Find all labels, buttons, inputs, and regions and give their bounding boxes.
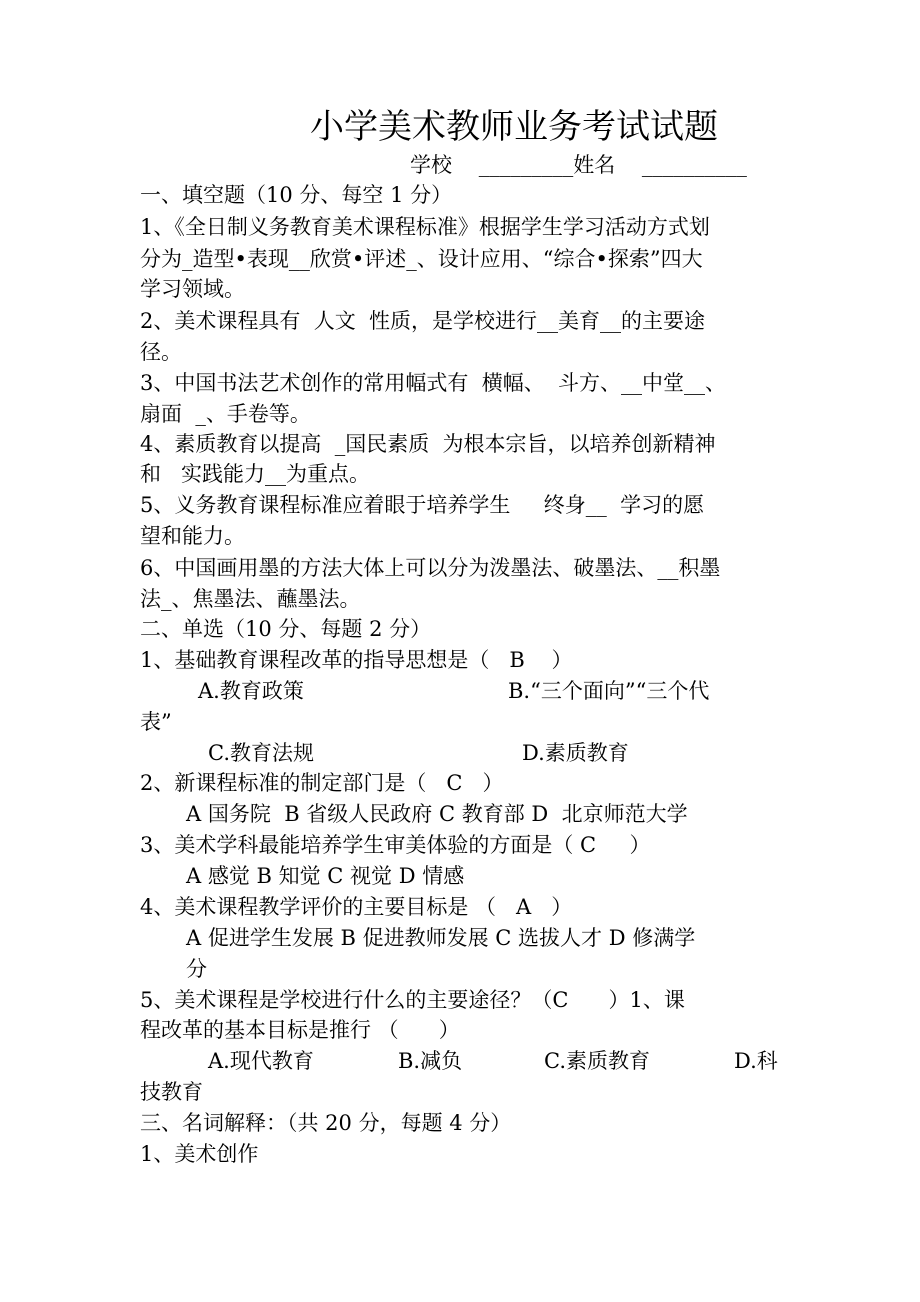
s1-q1-line2: 分为_造型•表现__欣赏•评述_、设计应用、“综合•探索”四大 [140, 247, 703, 271]
s2-q5-option-b: B.减负 [398, 1049, 463, 1073]
section3-heading: 三、名词解释：（共 20 分，每题 4 分） [140, 1111, 512, 1135]
s1-q3-line2: 扇面 _、手卷等。 [140, 402, 311, 426]
s1-q5-line1: 5、义务教育课程标准应着眼于培养学生 终身__ 学习的愿 [140, 493, 705, 517]
school-name-line: 学校 _________姓名 __________ [410, 153, 747, 177]
s1-q1-line1: 1、《全日制义务教育美术课程标准》根据学生学习活动方式划 [140, 215, 710, 239]
section1-heading: 一、填空题（10 分、每空 1 分） [140, 183, 453, 207]
s2-q4-options-line2: 分 [186, 957, 207, 981]
s1-q2-line1: 2、美术课程具有 人文 性质，是学校进行__美育__的主要途 [140, 309, 706, 333]
s1-q1-line3: 学习领域。 [140, 277, 245, 301]
s2-q5-option-d: D.科 [734, 1049, 778, 1073]
s2-q5-option-c: C.素质教育 [544, 1049, 650, 1073]
s2-q3-stem: 3、美术学科最能培养学生审美体验的方面是（ C ） [140, 833, 651, 857]
page-title: 小学美术教师业务考试试题 [310, 107, 718, 147]
s2-q4-options-line1: A 促进学生发展 B 促进教师发展 C 选拔人才 D 修满学 [186, 926, 696, 950]
s3-q1: 1、美术创作 [140, 1142, 259, 1166]
s2-q1-option-d: D.素质教育 [522, 741, 629, 765]
s2-q5-stem-line1: 5、美术课程是学校进行什么的主要途径？（C ）1、课 [140, 988, 685, 1012]
s2-q1-option-b-cont: 表” [140, 710, 172, 734]
s1-q6-line1: 6、中国画用墨的方法大体上可以分为泼墨法、破墨法、__积墨 [140, 556, 721, 580]
s2-q4-stem: 4、美术课程教学评价的主要目标是 （ A ） [140, 895, 573, 919]
s2-q2-stem: 2、新课程标准的制定部门是（ C ） [140, 771, 504, 795]
s1-q2-line2: 径。 [140, 340, 182, 364]
s2-q1-option-c: C.教育法规 [208, 741, 314, 765]
s1-q3-line1: 3、中国书法艺术创作的常用幅式有 横幅、 斗方、__中堂__、 [140, 371, 727, 395]
s2-q2-options: A 国务院 B 省级人民政府 C 教育部 D 北京师范大学 [186, 802, 688, 826]
s1-q4-line2: 和 实践能力__为重点。 [140, 462, 371, 486]
s2-q1-stem: 1、基础教育课程改革的指导思想是（ B ） [140, 648, 573, 672]
s2-q5-option-a: A.现代教育 [208, 1049, 314, 1073]
s2-q1-option-b: B.“三个面向”“三个代 [508, 679, 710, 703]
s1-q4-line1: 4、素质教育以提高 _国民素质 为根本宗旨，以培养创新精神 [140, 432, 716, 456]
section2-heading: 二、单选（10 分、每题 2 分） [140, 617, 432, 641]
s2-q5-stem-line2: 程改革的基本目标是推行 （ ） [140, 1018, 460, 1042]
s2-q3-options: A 感觉 B 知觉 C 视觉 D 情感 [186, 864, 465, 888]
s1-q6-line2: 法_、焦墨法、蘸墨法。 [140, 587, 361, 611]
s2-q1-option-a: A.教育政策 [198, 679, 304, 703]
s1-q5-line2: 望和能力。 [140, 524, 245, 548]
s2-q5-option-d-cont: 技教育 [140, 1080, 203, 1104]
